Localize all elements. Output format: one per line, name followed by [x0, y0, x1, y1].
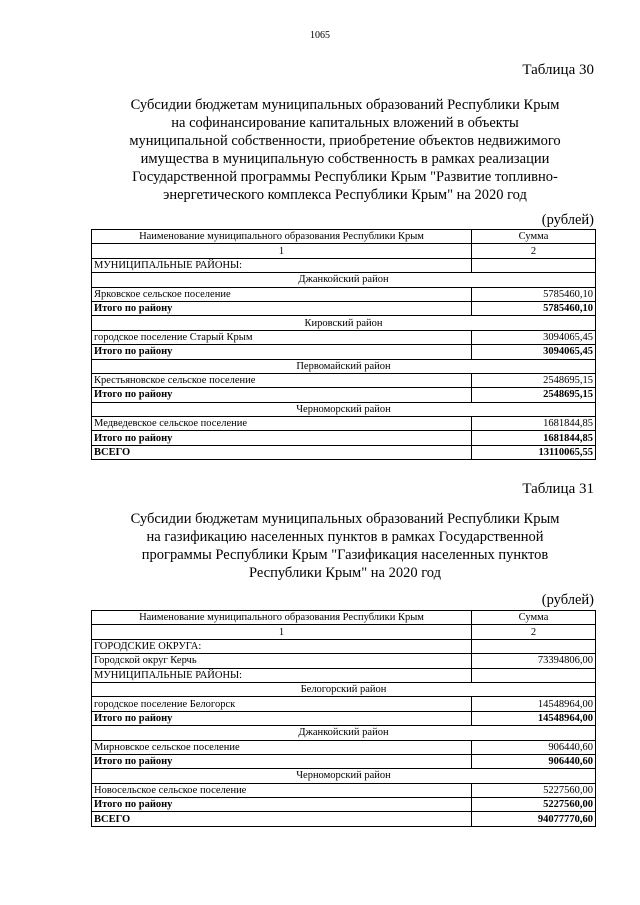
section-row [92, 639, 596, 653]
total-amount: 1681844,85 [472, 431, 596, 445]
column-number: 2 [472, 625, 596, 639]
table-30-units: (рублей) [541, 212, 594, 228]
settlement-name: Крестьяновское сельское поселение [92, 373, 472, 387]
district-name: Черноморский район [92, 769, 596, 783]
title-line: энергетического комплекса Республики Крым" на 2020 год [163, 187, 527, 203]
title-line: Государственной программы Республики Крым "Развитие топливно- [132, 169, 558, 185]
table-31 [91, 610, 596, 827]
table-column-numbers-row [92, 244, 596, 258]
table-row [92, 697, 596, 711]
total-label: Итого по району [92, 345, 472, 359]
total-amount: 906440,60 [472, 754, 596, 768]
grand-total-amount: 13110065,55 [472, 445, 596, 459]
district-name: Черноморский район [92, 402, 596, 416]
header-name: Наименование муниципального образования Республики Крым [92, 611, 472, 625]
amount: 5227560,00 [472, 783, 596, 797]
table-row [92, 330, 596, 344]
table-row [92, 417, 596, 431]
table-30-title [95, 96, 595, 204]
district-name: Джанкойский район [92, 273, 596, 287]
district-name: Кировский район [92, 316, 596, 330]
grand-total-label: ВСЕГО [92, 812, 472, 826]
grand-total-amount: 94077770,60 [472, 812, 596, 826]
table-31-units: (рублей) [541, 592, 594, 608]
title-line: имущества в муниципальную собственность в рамках реализации [140, 151, 550, 167]
table-column-numbers-row [92, 625, 596, 639]
table-row [92, 654, 596, 668]
settlement-name: Городской округ Керчь [92, 654, 472, 668]
total-amount: 5785460,10 [472, 301, 596, 315]
total-label: Итого по району [92, 754, 472, 768]
settlement-name: Ярковское сельское поселение [92, 287, 472, 301]
amount: 3094065,45 [472, 330, 596, 344]
total-amount: 2548695,15 [472, 388, 596, 402]
title-line: Субсидии бюджетам муниципальных образований Республики Крым [130, 511, 560, 527]
title-line: муниципальной собственности, приобретение объектов недвижимого [129, 133, 561, 149]
district-total-row [92, 754, 596, 768]
table-header-row [92, 230, 596, 244]
total-amount: 14548964,00 [472, 711, 596, 725]
district-name: Белогорский район [92, 682, 596, 696]
amount: 73394806,00 [472, 654, 596, 668]
settlement-name: Новосельское сельское поселение [92, 783, 472, 797]
amount: 906440,60 [472, 740, 596, 754]
table-row [92, 287, 596, 301]
amount: 1681844,85 [472, 417, 596, 431]
title-line: Республики Крым" на 2020 год [249, 565, 441, 581]
table-31-title [95, 510, 595, 582]
district-row [92, 402, 596, 416]
table-30-label: Таблица 30 [522, 62, 594, 78]
grand-total-label: ВСЕГО [92, 445, 472, 459]
total-label: Итого по району [92, 798, 472, 812]
header-sum: Сумма [472, 611, 596, 625]
total-amount: 3094065,45 [472, 345, 596, 359]
table-row [92, 373, 596, 387]
district-name: Первомайский район [92, 359, 596, 373]
section-row [92, 668, 596, 682]
district-row [92, 682, 596, 696]
district-row [92, 273, 596, 287]
total-label: Итого по району [92, 388, 472, 402]
section-label: ГОРОДСКИЕ ОКРУГА: [92, 639, 472, 653]
district-row [92, 316, 596, 330]
grand-total-row [92, 812, 596, 826]
settlement-name: городское поселение Старый Крым [92, 330, 472, 344]
table-row [92, 740, 596, 754]
total-label: Итого по району [92, 301, 472, 315]
column-number: 1 [92, 244, 472, 258]
total-label: Итого по району [92, 711, 472, 725]
district-total-row [92, 798, 596, 812]
district-row [92, 359, 596, 373]
title-line: на софинансирование капитальных вложений в объекты [171, 115, 519, 131]
district-total-row [92, 345, 596, 359]
table-30 [91, 229, 596, 460]
amount: 14548964,00 [472, 697, 596, 711]
district-row [92, 769, 596, 783]
grand-total-row [92, 445, 596, 459]
table-row [92, 783, 596, 797]
table-header-row [92, 611, 596, 625]
section-label: МУНИЦИПАЛЬНЫЕ РАЙОНЫ: [92, 258, 472, 272]
district-name: Джанкойский район [92, 726, 596, 740]
district-total-row [92, 431, 596, 445]
amount: 5785460,10 [472, 287, 596, 301]
table-31-label: Таблица 31 [522, 481, 594, 497]
settlement-name: Мирновское сельское поселение [92, 740, 472, 754]
title-line: Субсидии бюджетам муниципальных образований Республики Крым [130, 97, 560, 113]
settlement-name: Медведевское сельское поселение [92, 417, 472, 431]
header-sum: Сумма [472, 230, 596, 244]
section-row [92, 258, 596, 272]
column-number: 1 [92, 625, 472, 639]
page-number: 1065 [310, 30, 330, 41]
amount: 2548695,15 [472, 373, 596, 387]
district-total-row [92, 388, 596, 402]
district-total-row [92, 711, 596, 725]
title-line: программы Республики Крым "Газификация населенных пунктов [141, 547, 549, 563]
column-number: 2 [472, 244, 596, 258]
header-name: Наименование муниципального образования Республики Крым [92, 230, 472, 244]
district-total-row [92, 301, 596, 315]
title-line: на газификацию населенных пунктов в рамках Государственной [146, 529, 544, 545]
total-label: Итого по району [92, 431, 472, 445]
settlement-name: городское поселение Белогорск [92, 697, 472, 711]
section-label: МУНИЦИПАЛЬНЫЕ РАЙОНЫ: [92, 668, 472, 682]
district-row [92, 726, 596, 740]
total-amount: 5227560,00 [472, 798, 596, 812]
